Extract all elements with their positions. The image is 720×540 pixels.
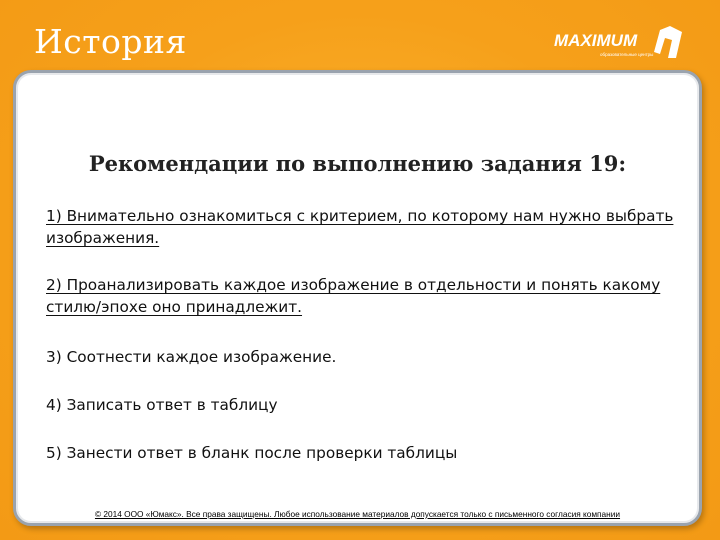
logo-tagline: образовательные центры bbox=[600, 52, 654, 57]
list-item: 2) Проанализировать каждое изображение в отдельности и понять какому стилю/эпохе оно принадлежит. bbox=[46, 276, 661, 316]
list-item: 4) Записать ответ в таблицу bbox=[46, 396, 278, 414]
list-item: 1) Внимательно ознакомиться с критерием, по которому нам нужно выбрать изображения. bbox=[46, 207, 674, 247]
list-item: 5) Занести ответ в бланк после проверки таблицы bbox=[46, 444, 458, 462]
list-item: 3) Соотнести каждое изображение. bbox=[46, 348, 337, 366]
logo-wordmark: MAXIMUM bbox=[554, 31, 638, 50]
maximum-logo bbox=[552, 22, 684, 66]
logo-figure-icon bbox=[654, 26, 682, 58]
recommendations-heading: Рекомендации по выполнению задания 19: bbox=[88, 151, 627, 176]
maximum-logo-icon bbox=[552, 22, 684, 66]
content-panel bbox=[13, 70, 702, 526]
slide-title: История bbox=[34, 22, 187, 61]
copyright-footer: © 2014 ООО «Юмакс». Все права защищены. Любое использование материалов допускается только с письменного согласия компании bbox=[94, 509, 621, 519]
